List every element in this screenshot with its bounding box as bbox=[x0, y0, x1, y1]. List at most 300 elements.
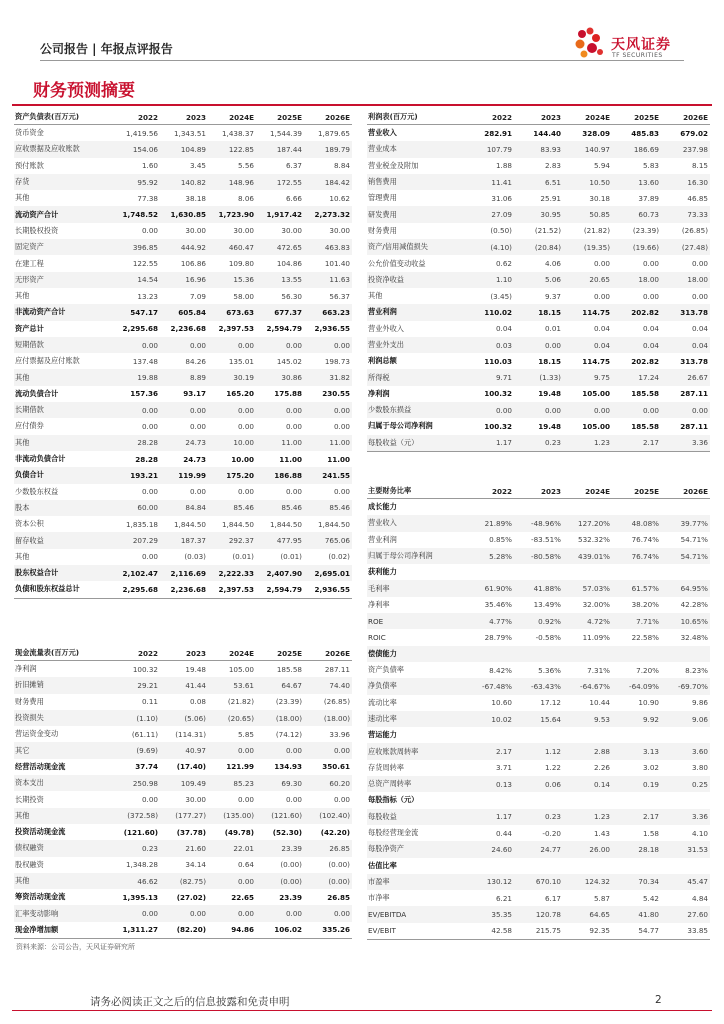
cell-value: -64.67% bbox=[563, 678, 612, 694]
cell-value: 85.46 bbox=[256, 500, 304, 516]
table-row bbox=[367, 792, 710, 808]
cell-value: 1.17 bbox=[465, 435, 514, 452]
row-label: 筹资活动现金流 bbox=[15, 892, 66, 902]
cell-value: 64.95% bbox=[661, 580, 710, 596]
row-label: 净利率 bbox=[368, 599, 390, 609]
cell-value: 13.60 bbox=[612, 174, 661, 190]
cell-value: 2,936.55 bbox=[304, 581, 352, 598]
cell-value: 137.48 bbox=[132, 356, 158, 366]
cell-value: 0.00 bbox=[189, 487, 206, 497]
cell-value: 6.66 bbox=[285, 193, 302, 203]
cell-value: 41.80 bbox=[612, 906, 661, 922]
table-row bbox=[367, 597, 710, 613]
cell-value: 70.34 bbox=[612, 874, 661, 890]
cell-value: 0.00 bbox=[333, 421, 350, 431]
cell-value: 2,594.79 bbox=[256, 581, 304, 598]
table-row bbox=[367, 858, 710, 874]
table-row bbox=[14, 386, 352, 402]
cell-value: 31.06 bbox=[491, 193, 512, 203]
row-label: 投资活动现金流 bbox=[15, 827, 66, 837]
cell-value: 0.00 bbox=[112, 402, 160, 418]
cell-value: 10.60 bbox=[491, 698, 512, 708]
cell-value bbox=[465, 499, 514, 516]
cell-value: 157.36 bbox=[130, 389, 158, 399]
table-title: 现金流量表(百万元) bbox=[14, 646, 112, 661]
cell-value: 84.26 bbox=[185, 356, 206, 366]
cell-value: 1,348.28 bbox=[125, 860, 158, 870]
row-label: 少数股东权益 bbox=[15, 486, 59, 496]
table-row bbox=[14, 451, 352, 467]
cell-value: 11.00 bbox=[279, 454, 302, 464]
row-label: 归属于母公司净利润 bbox=[368, 421, 433, 431]
cell-value: (121.60) bbox=[123, 827, 158, 837]
cell-value: (0.00) bbox=[304, 873, 352, 889]
cell-value: (135.00) bbox=[208, 808, 256, 824]
cell-value: 2,295.68 bbox=[112, 581, 160, 598]
cell-value: 0.00 bbox=[593, 291, 610, 301]
row-label: 长期投资 bbox=[15, 794, 44, 804]
table-title: 利润表(百万元) bbox=[367, 110, 465, 125]
cell-value: 18.00 bbox=[612, 272, 661, 288]
cell-value: 241.55 bbox=[304, 467, 352, 483]
row-label: 汇率变动影响 bbox=[14, 905, 112, 921]
cell-value: -64.09% bbox=[612, 678, 661, 694]
cell-value: 84.84 bbox=[160, 500, 208, 516]
cell-value: 3.60 bbox=[661, 743, 710, 759]
cell-value: 0.00 bbox=[642, 291, 659, 301]
column-header: 2026E bbox=[304, 646, 352, 661]
cell-value: 2.26 bbox=[593, 763, 610, 773]
cell-value: 2,222.33 bbox=[208, 565, 256, 581]
cell-value: 1,879.65 bbox=[317, 128, 350, 138]
cell-value: 1,844.50 bbox=[221, 519, 254, 529]
cell-value: 0.00 bbox=[465, 402, 514, 418]
cell-value: 1.23 bbox=[563, 809, 612, 825]
cell-value: 13.23 bbox=[137, 291, 158, 301]
row-label: 其他 bbox=[15, 193, 30, 203]
cell-value: 0.00 bbox=[160, 402, 208, 418]
cell-value: 30.18 bbox=[589, 193, 610, 203]
row-label: 流动比率 bbox=[368, 697, 397, 707]
cell-value: 105.00 bbox=[228, 664, 254, 674]
cell-value: 9.75 bbox=[563, 369, 612, 385]
cell-value: 2.17 bbox=[612, 809, 661, 825]
table-row bbox=[367, 564, 710, 580]
cell-value: 60.00 bbox=[112, 500, 160, 516]
cell-value: 677.37 bbox=[256, 304, 304, 320]
table-row bbox=[367, 386, 710, 402]
row-label: 负债和股东权益总计 bbox=[14, 581, 112, 598]
cell-value: (5.06) bbox=[160, 710, 208, 726]
cell-value: (27.02) bbox=[176, 892, 206, 902]
row-label: 速动比率 bbox=[367, 711, 465, 727]
cell-value: (20.84) bbox=[514, 239, 563, 255]
cell-value: (114.31) bbox=[175, 729, 206, 739]
table-row bbox=[367, 874, 710, 890]
cell-value: 185.58 bbox=[631, 421, 659, 431]
table-row bbox=[367, 304, 710, 320]
cell-value: 0.00 bbox=[285, 421, 302, 431]
column-header: 2022 bbox=[112, 646, 160, 661]
cell-value: 130.12 bbox=[465, 874, 514, 890]
cell-value: 1.88 bbox=[495, 161, 512, 171]
row-label: 净利润 bbox=[15, 664, 37, 674]
cell-value: 3.02 bbox=[642, 763, 659, 773]
table-row bbox=[14, 223, 352, 239]
cell-value: 9.37 bbox=[544, 291, 561, 301]
cell-value: 0.14 bbox=[563, 776, 612, 792]
row-label: EV/EBITDA bbox=[367, 906, 465, 922]
table-row bbox=[14, 255, 352, 271]
cell-value: 145.02 bbox=[276, 356, 302, 366]
cell-value: 7.09 bbox=[189, 291, 206, 301]
column-header: 2022 bbox=[465, 484, 514, 499]
cell-value: 0.08 bbox=[189, 697, 206, 707]
table-title: 主要财务比率 bbox=[367, 484, 465, 499]
cell-value bbox=[612, 499, 661, 516]
row-label: 其他 bbox=[368, 291, 383, 301]
cell-value: 122.55 bbox=[132, 259, 158, 269]
cell-value: 10.62 bbox=[329, 193, 350, 203]
cell-value: 673.63 bbox=[208, 304, 256, 320]
table-row bbox=[367, 841, 710, 857]
cell-value: 1,748.52 bbox=[112, 206, 160, 222]
cell-value: 1.17 bbox=[465, 809, 514, 825]
row-label: 其它 bbox=[14, 742, 112, 758]
cell-value: 11.41 bbox=[465, 174, 514, 190]
cell-value: 35.46% bbox=[484, 600, 512, 610]
header-divider bbox=[40, 60, 684, 61]
cell-value: 4.84 bbox=[691, 893, 708, 903]
cell-value: -67.48% bbox=[465, 678, 514, 694]
cell-value: 148.96 bbox=[208, 174, 256, 190]
cell-value: 0.04 bbox=[661, 337, 710, 353]
cell-value: 463.83 bbox=[304, 239, 352, 255]
cell-value: (23.39) bbox=[632, 226, 659, 236]
cell-value: 23.39 bbox=[279, 892, 302, 902]
cell-value: -63.43% bbox=[514, 678, 563, 694]
cell-value: 0.00 bbox=[304, 742, 352, 758]
cell-value: 38.18 bbox=[185, 193, 206, 203]
cell-value: 56.37 bbox=[329, 291, 350, 301]
cell-value: 57.03% bbox=[563, 580, 612, 596]
cell-value: 670.10 bbox=[514, 874, 563, 890]
table-row bbox=[14, 742, 352, 758]
cell-value: 0.00 bbox=[642, 259, 659, 269]
cell-value: 439.01% bbox=[563, 548, 612, 564]
cell-value: (0.03) bbox=[184, 552, 206, 562]
table-row bbox=[14, 905, 352, 921]
column-header: 2026E bbox=[661, 484, 710, 499]
column-header: 2023 bbox=[514, 484, 563, 499]
cell-value: (9.69) bbox=[112, 742, 160, 758]
table-row bbox=[14, 694, 352, 710]
cell-value: 6.51 bbox=[514, 174, 563, 190]
cell-value: (102.40) bbox=[304, 808, 352, 824]
cell-value: 10.44 bbox=[589, 698, 610, 708]
cell-value: 19.48 bbox=[538, 389, 561, 399]
cell-value: 0.04 bbox=[593, 324, 610, 334]
cell-value: 292.37 bbox=[208, 532, 256, 548]
cell-value: (17.40) bbox=[176, 762, 206, 772]
page-number: 2 bbox=[655, 994, 662, 1006]
cell-value: 119.99 bbox=[160, 467, 208, 483]
table-row bbox=[14, 857, 352, 873]
cell-value: (52.30) bbox=[272, 827, 302, 837]
cell-value: 185.58 bbox=[631, 389, 659, 399]
cell-value: 1,544.39 bbox=[269, 128, 302, 138]
table-row bbox=[367, 255, 710, 271]
cell-value: 13.55 bbox=[256, 272, 304, 288]
row-label: 营业利润 bbox=[367, 304, 465, 320]
cell-value: 0.23 bbox=[514, 435, 563, 452]
column-header: 2025E bbox=[256, 110, 304, 125]
cell-value: 1,844.50 bbox=[173, 519, 206, 529]
cell-value: 0.00 bbox=[256, 905, 304, 921]
table-row bbox=[14, 840, 352, 856]
cell-value: 532.32% bbox=[578, 535, 610, 545]
cell-value: 1.43 bbox=[593, 828, 610, 838]
cell-value: 0.92% bbox=[514, 613, 563, 629]
cell-value bbox=[612, 564, 661, 580]
row-label: 其他 bbox=[14, 435, 112, 451]
row-label: 其他 bbox=[14, 369, 112, 385]
table-row bbox=[14, 922, 352, 939]
row-label: 营运能力 bbox=[368, 730, 397, 740]
cell-value: 23.39 bbox=[256, 840, 304, 856]
cell-value bbox=[661, 646, 710, 662]
cell-value: 0.00 bbox=[112, 337, 160, 353]
cell-value: 485.83 bbox=[631, 128, 659, 138]
cell-value: 28.79% bbox=[484, 633, 512, 643]
cell-value: -0.20 bbox=[542, 828, 561, 838]
row-label: 营业外支出 bbox=[367, 337, 465, 353]
cell-value: 0.00 bbox=[112, 905, 160, 921]
table-row bbox=[367, 629, 710, 645]
cell-value: 175.88 bbox=[274, 389, 302, 399]
cell-value bbox=[465, 564, 514, 580]
cell-value: 73.33 bbox=[661, 206, 710, 222]
table-row bbox=[367, 288, 710, 304]
cell-value: 50.85 bbox=[563, 206, 612, 222]
cell-value: 2.17 bbox=[465, 743, 514, 759]
cell-value: 0.00 bbox=[691, 291, 708, 301]
cell-value: 22.65 bbox=[231, 892, 254, 902]
cell-value bbox=[514, 727, 563, 743]
table-row bbox=[367, 223, 710, 239]
table-row bbox=[367, 695, 710, 711]
table-row bbox=[14, 435, 352, 451]
cell-value: (26.85) bbox=[323, 697, 350, 707]
cell-value: 25.91 bbox=[540, 193, 561, 203]
cell-value: 0.00 bbox=[189, 421, 206, 431]
cell-value: 20.65 bbox=[563, 272, 612, 288]
cell-value: 3.13 bbox=[612, 743, 661, 759]
cell-value bbox=[612, 792, 661, 808]
cell-value: 21.89% bbox=[465, 515, 514, 531]
row-label: 流动负债合计 bbox=[15, 388, 59, 398]
row-label: ROIC bbox=[368, 633, 386, 643]
cell-value: 5.36% bbox=[538, 665, 561, 675]
cell-value: (0.01) bbox=[280, 552, 302, 562]
cell-value: 8.06 bbox=[237, 193, 254, 203]
cell-value: 0.00 bbox=[661, 402, 710, 418]
cell-value: 11.00 bbox=[256, 435, 304, 451]
cell-value: 8.15 bbox=[691, 161, 708, 171]
cell-value: 765.06 bbox=[304, 532, 352, 548]
row-label: ROE bbox=[367, 613, 465, 629]
cell-value: 37.89 bbox=[638, 193, 659, 203]
cell-value: 9.71 bbox=[465, 369, 514, 385]
table-row bbox=[14, 726, 352, 742]
cell-value: (1.33) bbox=[514, 369, 563, 385]
income-statement-table bbox=[367, 110, 710, 452]
cell-value: 8.42% bbox=[489, 665, 512, 675]
cell-value: 30.00 bbox=[185, 795, 206, 805]
cell-value: 0.00 bbox=[208, 742, 256, 758]
cell-value: 0.00 bbox=[256, 742, 304, 758]
cell-value: 40.97 bbox=[160, 742, 208, 758]
table-row bbox=[367, 369, 710, 385]
table-row bbox=[14, 565, 352, 581]
cell-value: 0.00 bbox=[160, 337, 208, 353]
cell-value: 61.57% bbox=[612, 580, 661, 596]
cell-value: 230.55 bbox=[322, 389, 350, 399]
cell-value: 335.26 bbox=[304, 922, 352, 939]
cash-flow-table bbox=[14, 646, 352, 939]
row-label: 少数股东损益 bbox=[367, 402, 465, 418]
cell-value: 605.84 bbox=[160, 304, 208, 320]
balance-sheet-table bbox=[14, 110, 352, 599]
table-row bbox=[14, 467, 352, 483]
row-label: EV/EBIT bbox=[367, 923, 465, 940]
cell-value: 121.99 bbox=[226, 762, 254, 772]
cell-value: (1.10) bbox=[112, 710, 160, 726]
cell-value: 28.18 bbox=[612, 841, 661, 857]
cell-value bbox=[563, 792, 612, 808]
cell-value: 31.53 bbox=[661, 841, 710, 857]
cell-value: (177.27) bbox=[160, 808, 208, 824]
cell-value: 0.04 bbox=[691, 324, 708, 334]
cell-value: 13.49% bbox=[533, 600, 561, 610]
cell-value: 0.00 bbox=[237, 795, 254, 805]
cell-value: 38.20% bbox=[631, 600, 659, 610]
cell-value: 207.29 bbox=[112, 532, 160, 548]
cell-value: 53.61 bbox=[208, 677, 256, 693]
table-row bbox=[367, 125, 710, 142]
cell-value: 30.86 bbox=[256, 369, 304, 385]
cell-value: 3.71 bbox=[495, 763, 512, 773]
cell-value: 1,723.90 bbox=[208, 206, 256, 222]
cell-value: (3.45) bbox=[490, 291, 512, 301]
table-row bbox=[14, 304, 352, 320]
cell-value: 11.00 bbox=[304, 435, 352, 451]
cell-value: 33.96 bbox=[329, 729, 350, 739]
cell-value: 0.00 bbox=[141, 421, 158, 431]
row-label: 非流动负债合计 bbox=[15, 454, 66, 464]
cell-value: 92.35 bbox=[563, 923, 612, 940]
cell-value: 28.28 bbox=[135, 454, 158, 464]
cell-value bbox=[563, 858, 612, 874]
cell-value: 0.00 bbox=[514, 402, 563, 418]
table-row bbox=[14, 791, 352, 807]
cell-value: -80.58% bbox=[514, 548, 563, 564]
cell-value: 1.22 bbox=[544, 763, 561, 773]
cell-value: 56.30 bbox=[281, 291, 302, 301]
row-label: 营运资金变动 bbox=[15, 729, 59, 739]
cell-value: 100.32 bbox=[132, 664, 158, 674]
cell-value: 1,844.50 bbox=[269, 519, 302, 529]
cell-value: 175.20 bbox=[208, 467, 256, 483]
cell-value: (0.00) bbox=[256, 873, 304, 889]
row-label: 资本支出 bbox=[14, 775, 112, 791]
table-row bbox=[14, 353, 352, 369]
cell-value: 22.58% bbox=[631, 633, 659, 643]
cell-value: 60.20 bbox=[304, 775, 352, 791]
cell-value: 24.73 bbox=[160, 435, 208, 451]
cell-value: (121.60) bbox=[256, 808, 304, 824]
table-row bbox=[367, 435, 710, 452]
cell-value: 2,936.55 bbox=[314, 324, 350, 334]
cell-value: 0.44 bbox=[495, 828, 512, 838]
cell-value: 0.64 bbox=[237, 860, 254, 870]
row-label: 每股净资产 bbox=[367, 841, 465, 857]
cell-value: 134.93 bbox=[274, 762, 302, 772]
cell-value: 10.65% bbox=[661, 613, 710, 629]
cell-value: 101.40 bbox=[324, 259, 350, 269]
cell-value: 16.30 bbox=[661, 174, 710, 190]
cell-value: 105.00 bbox=[582, 421, 610, 431]
cell-value: 2,407.90 bbox=[256, 565, 304, 581]
cell-value: 19.48 bbox=[538, 421, 561, 431]
cell-value: 396.85 bbox=[112, 239, 160, 255]
cell-value: 1.60 bbox=[141, 161, 158, 171]
cell-value: 109.80 bbox=[228, 259, 254, 269]
cell-value bbox=[465, 727, 514, 743]
row-label: 市净率 bbox=[368, 893, 390, 903]
cell-value: 9.06 bbox=[661, 711, 710, 727]
row-label: 其他 bbox=[15, 291, 30, 301]
cell-value: 32.48% bbox=[680, 633, 708, 643]
cell-value: 9.92 bbox=[612, 711, 661, 727]
cell-value: 0.00 bbox=[237, 421, 254, 431]
cell-value: 189.79 bbox=[304, 141, 352, 157]
cell-value: 100.32 bbox=[484, 389, 512, 399]
cell-value: 1,917.42 bbox=[256, 206, 304, 222]
row-label: 债权融资 bbox=[14, 840, 112, 856]
cell-value: 85.23 bbox=[208, 775, 256, 791]
cell-value: 186.69 bbox=[612, 141, 661, 157]
table-row bbox=[14, 677, 352, 693]
table-row bbox=[14, 288, 352, 304]
cell-value: 0.00 bbox=[691, 259, 708, 269]
cell-value: 10.50 bbox=[563, 174, 612, 190]
cell-value: 45.47 bbox=[661, 874, 710, 890]
table-row bbox=[367, 206, 710, 222]
table-row bbox=[14, 500, 352, 516]
cell-value: 5.85 bbox=[237, 729, 254, 739]
row-label: 应收账款周转率 bbox=[367, 743, 465, 759]
cell-value: 0.00 bbox=[285, 487, 302, 497]
row-label: 净负债率 bbox=[367, 678, 465, 694]
table-row bbox=[367, 190, 710, 206]
table-header-row bbox=[14, 110, 352, 125]
cell-value: 100.32 bbox=[484, 421, 512, 431]
cell-value: 2.83 bbox=[544, 161, 561, 171]
cell-value: 663.23 bbox=[304, 304, 352, 320]
table-header-row bbox=[367, 110, 710, 125]
cell-value: 31.82 bbox=[304, 369, 352, 385]
